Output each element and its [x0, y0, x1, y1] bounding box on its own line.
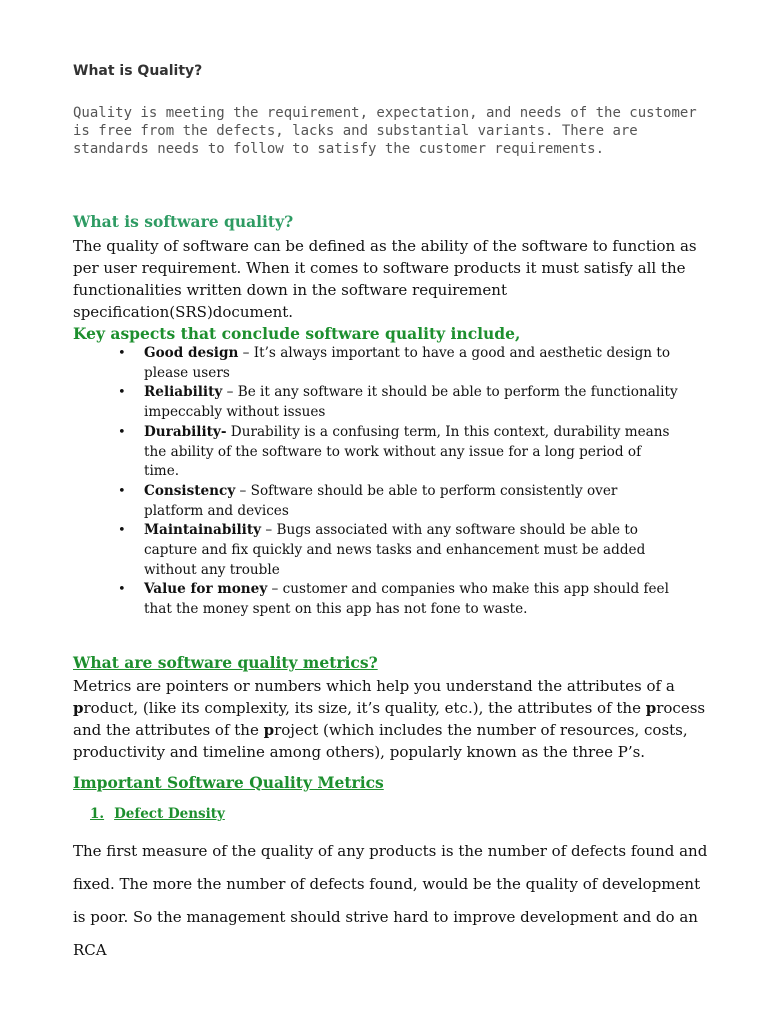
list-item	[118, 423, 678, 482]
bullet-icon: •	[118, 385, 126, 401]
heading-software-quality: What is software quality?	[73, 212, 294, 231]
metrics-paragraph	[73, 675, 713, 763]
metrics-text: roduct, (like its complexity, its size, it’s quality, etc.), the attributes of the	[83, 699, 646, 717]
bullet-icon: •	[118, 582, 126, 598]
bullet-icon: •	[118, 424, 126, 440]
aspect-term: Durability-	[144, 423, 227, 440]
intro-quality-paragraph: Quality is meeting the requirement, expectation, and needs of the customer is free from the defects, lacks and substantial variants. There are standards needs to follow to satisfy the customer requirements.	[73, 105, 697, 157]
list-item	[118, 521, 678, 580]
product-p: p	[73, 699, 84, 717]
bullet-icon: •	[118, 346, 126, 361]
bullet-icon: •	[118, 523, 126, 539]
aspect-term: Value for money	[144, 581, 268, 598]
heading-what-is-quality: What is Quality?	[73, 63, 203, 79]
aspect-description: – It’s always important to have a good and aesthetic design to please users	[144, 345, 671, 381]
metrics-text: Metrics are pointers or numbers which help you understand the attributes of a	[73, 677, 675, 695]
bullet-icon: •	[118, 483, 126, 499]
defect-density-paragraph: The first measure of the quality of any products is the number of defects found and fixed. The more the number of defects found, would be the quality of development is poor. So the management should strive hard to improve development and do an RCA	[73, 842, 708, 959]
heading-key-aspects: Key aspects that conclude software quality include,	[73, 324, 521, 343]
list-item	[118, 383, 678, 422]
list-item	[118, 344, 678, 383]
aspect-term: Consistency	[144, 482, 236, 499]
numbered-item-defect-density	[90, 806, 225, 822]
metrics-text: roject (which includes the number of resources, costs, productivity and timeline among others), popularly known as the three P’s.	[73, 721, 688, 761]
aspect-term: Good design	[144, 345, 239, 361]
aspect-description: – customer and companies who make this app should feel that the money spent on this app has not fone to waste.	[144, 581, 669, 618]
heading-quality-metrics: What are software quality metrics?	[73, 653, 378, 672]
process-p: p	[645, 699, 657, 717]
aspects-list	[118, 344, 678, 620]
item-label: Defect Density	[114, 806, 225, 822]
project-p: p	[263, 721, 275, 739]
aspect-term: Reliability	[144, 384, 223, 401]
metrics-text: rocess and the attributes of the	[73, 699, 706, 739]
heading-important-metrics: Important Software Quality Metrics	[73, 773, 384, 792]
list-item	[118, 580, 678, 619]
aspect-description: – Be it any software it should be able to perform the functionality impeccably without issues	[144, 384, 678, 421]
software-quality-paragraph: The quality of software can be defined as the ability of the software to function as per user requirement. When it comes to software products it must satisfy all the functionalities written down in the software requirement specification(SRS)document.	[73, 237, 697, 321]
aspect-term: Maintainability	[144, 522, 262, 539]
aspect-description: – Software should be able to perform consistently over platform and devices	[144, 482, 618, 519]
item-number: 1.	[90, 806, 105, 822]
aspect-description: Durability is a confusing term, In this context, durability means the ability of the software to work without any issue for a long period of time.	[144, 423, 670, 480]
aspect-description: – Bugs associated with any software should be able to capture and fix quickly and news tasks and enhancement must be added without any trouble	[144, 522, 646, 578]
list-item	[118, 482, 678, 521]
